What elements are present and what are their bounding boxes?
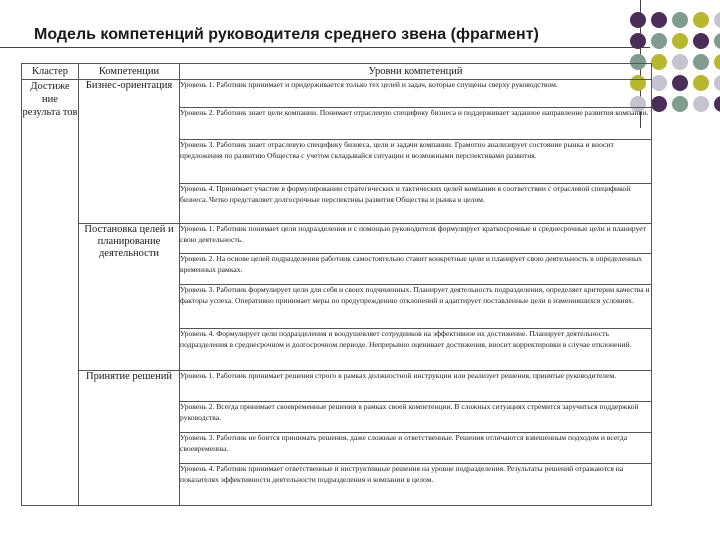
decor-dot	[714, 96, 720, 112]
header-competency: Компетенции	[79, 64, 180, 80]
level-text: Уровень 1. Работник принимает и придерживается только тех целей и задач, которые спущены сверху руководством.	[180, 80, 652, 108]
table-header-row	[22, 64, 652, 80]
level-text: Уровень 2. Всегда принимает своевременные решения в рамках своей компетенции. В сложных ситуациях стремится заручиться поддержкой руководства.	[180, 402, 652, 433]
competency-decision-making: Принятие решений	[79, 371, 180, 506]
decor-dot	[693, 75, 709, 91]
decor-dot	[651, 33, 667, 49]
decor-dot	[693, 33, 709, 49]
level-text: Уровень 2. Работник знает цели компании. Понимает отраслевую специфику бизнеса и поддерживает заданное направление развития компании.	[180, 108, 652, 140]
decor-dot	[714, 12, 720, 28]
decor-dot	[651, 12, 667, 28]
decor-dot	[672, 12, 688, 28]
page-title: Модель компетенций руководителя среднего звена (фрагмент)	[34, 26, 539, 43]
decor-dot	[672, 75, 688, 91]
table-row	[22, 80, 652, 108]
decor-dot	[651, 75, 667, 91]
header-cluster: Кластер	[22, 64, 79, 80]
table-row	[22, 224, 652, 254]
competency-business-orientation: Бизнес-ориентация	[79, 80, 180, 224]
title-underline	[0, 47, 650, 48]
level-text: Уровень 1. Работник принимает решения строго в рамках должностной инструкции или реализует решения, принятые руководителем.	[180, 371, 652, 402]
level-text: Уровень 4. Принимает участие в формулировании стратегических и тактических целей компании в соответствии с отраслевой спецификой бизнеса. Четко представляет долгосрочные перспективы развития Общества и рынка в целом.	[180, 184, 652, 224]
decor-dot	[714, 75, 720, 91]
decor-dot	[714, 54, 720, 70]
cluster-cell: Достиже ние результа тов	[22, 80, 79, 506]
competency-goal-setting: Постановка целей и планирование деятельности	[79, 224, 180, 371]
level-text: Уровень 3. Работник не боится принимать решения, даже сложные и ответственные. Решения отличаются взвешенным подходом и всегда своевременны.	[180, 433, 652, 464]
level-text: Уровень 4. Работник принимает ответственные и инструктивные решения на уровне подразделения. Результаты решений отражаются на показателях эффективности деятельности подразделения и компании в целом.	[180, 464, 652, 506]
decor-dot	[651, 54, 667, 70]
decor-dot	[672, 33, 688, 49]
level-text: Уровень 3. Работник знает отраслевую специфику бизнеса, цели и задачи компании. Грамотно анализирует состояние рынка и вносит предложения по развитию Общества с учетом складывайся ситуации и возможными перспективами развития.	[180, 140, 652, 184]
decor-dot	[651, 96, 667, 112]
decor-dot	[693, 12, 709, 28]
header-levels: Уровни компетенций	[180, 64, 652, 80]
level-text: Уровень 2. На основе целей подразделения работник самостоятельно ставит конкретные цели и планирует свою деятельность в определенных временных рамках.	[180, 254, 652, 285]
competency-table	[21, 63, 652, 506]
table-row	[22, 371, 652, 402]
decor-dot	[672, 96, 688, 112]
decor-dot	[693, 54, 709, 70]
decor-dot	[630, 33, 646, 49]
level-text: Уровень 1. Работник понимает цели подразделения и с помощью руководителя формулирует краткосрочные и среднесрочные цели и планирует свою деятельность.	[180, 224, 652, 254]
decor-dot	[714, 33, 720, 49]
decor-dot	[630, 12, 646, 28]
level-text: Уровень 4. Формулирует цели подразделения и воодушевляет сотрудников на эффективное их достижение. Планирует деятельность подразделения в среднесрочном и долгосрочном периоде. Непрерывно оценивает достижения, вносит корректировки в случае отклонений.	[180, 329, 652, 371]
decor-dot	[693, 96, 709, 112]
level-text: Уровень 3. Работник формулирует цели для себя и своих подчиненных. Планирует деятельность подразделения, определяет критерии качества и факторы успеха. Оперативно принимает меры по предупреждению отклонений и адаптирует поставленные цели в изменившихся условиях.	[180, 285, 652, 329]
decor-dot	[672, 54, 688, 70]
